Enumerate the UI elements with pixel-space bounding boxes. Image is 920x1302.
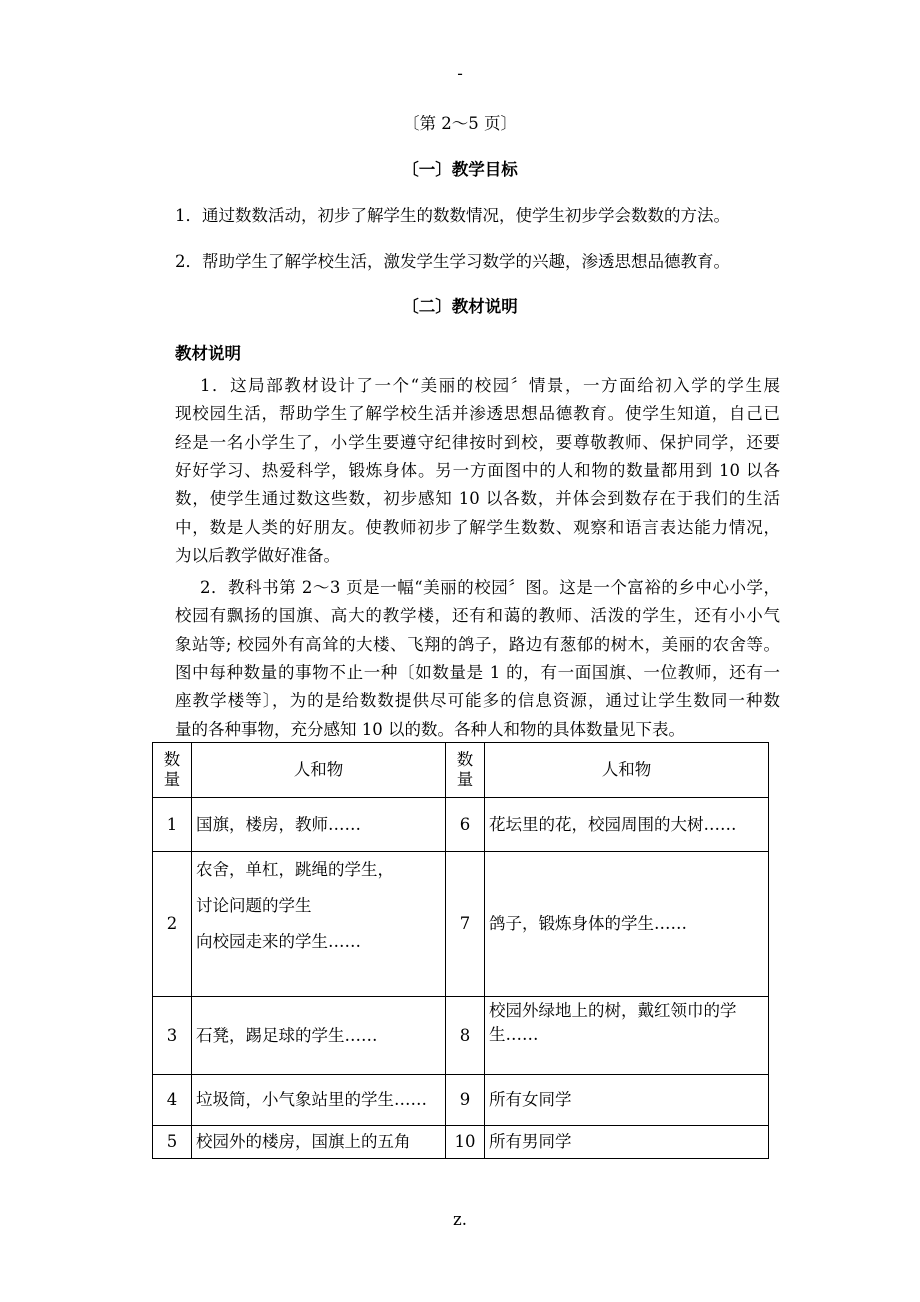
qty-cell: 9 [446, 1075, 485, 1126]
qty-cell: 3 [153, 997, 192, 1075]
cell-line: 校园外的楼房，国旗上的五角 [196, 1132, 411, 1151]
paragraph-line: 中，数是人类的好朋友。使教师初步了解学生数数、观察和语言表达能力情况， [175, 517, 780, 537]
qty-cell: 7 [446, 852, 485, 997]
section2-subtitle: 教材说明 [175, 344, 241, 363]
header-qty-text: 数量 [163, 750, 181, 789]
items-cell [192, 798, 446, 852]
header-qty [153, 743, 192, 798]
items-cell [485, 997, 769, 1075]
qty-cell: 5 [153, 1126, 192, 1159]
cell-line: 农舍，单杠，跳绳的学生， [196, 860, 394, 879]
cell-line: 校园外绿地上的树，戴红领巾的学 [489, 1001, 737, 1020]
paragraph-line: 好好学习、热爱科学，锻炼身体。另一方面图中的人和物的数量都用到 10 以各 [175, 460, 780, 480]
paragraph-line: 量的各种事物，充分感知 10 以的数。各种人和物的具体数量见下表。 [175, 719, 685, 739]
quantity-table [152, 742, 769, 1159]
paragraph-line: 象站等; 校园外有高耸的大楼、飞翔的鸽子，路边有葱郁的树木，美丽的农舍等。 [175, 634, 780, 654]
cell-line: 石凳，踢足球的学生…… [196, 1025, 378, 1045]
paragraph-line: 校园有飘扬的国旗、高大的教学楼，还有和蔼的教师、活泼的学生，还有小小气 [175, 606, 780, 626]
footer-mark: z. [453, 1210, 467, 1229]
paragraph-line: 数，使学生通过数这些数，初步感知 10 以各数，并体会到数存在于我们的生活 [175, 489, 780, 509]
cell-line: 国旗，楼房，教师…… [196, 814, 361, 834]
header-qty [446, 743, 485, 798]
section1-title: 〔一〕教学目标 [402, 160, 518, 179]
table-row [153, 798, 769, 852]
cell-line: 向校园走来的学生…… [196, 932, 361, 951]
table-row [153, 997, 769, 1075]
header-mark: - [457, 64, 463, 83]
qty-cell: 2 [153, 852, 192, 997]
page-range: 〔第 2～5 页〕 [403, 114, 517, 133]
header-qty-text: 数量 [456, 750, 474, 789]
qty-cell: 1 [153, 798, 192, 852]
items-cell [485, 1075, 769, 1126]
cell-line: 花坛里的花，校园周围的大树…… [489, 814, 737, 834]
items-cell [192, 997, 446, 1075]
paragraph-line: 现校园生活，帮助学生了解学校生活并渗透思想品德教育。使学生知道，自己已 [175, 404, 780, 424]
items-cell [485, 1126, 769, 1159]
cell-line: 所有男同学 [489, 1132, 572, 1151]
header-items: 人和物 [485, 743, 769, 798]
items-cell [485, 852, 769, 997]
items-cell [485, 798, 769, 852]
items-cell [192, 852, 446, 997]
paragraph-line: 图中每种数量的事物不止一种〔如数量是 1 的，有一面国旗、一位教师，还有一 [175, 662, 780, 682]
goal-item: 1．通过数数活动，初步了解学生的数数情况，使学生初步学会数数的方法。 [175, 206, 730, 225]
cell-line: 生…… [489, 1025, 539, 1044]
items-cell [192, 1075, 446, 1126]
cell-line: 讨论问题的学生 [196, 896, 312, 915]
paragraph-line: 经是一名小学生了，小学生要遵守纪律按时到校，要尊敬教师、保护同学，还要 [175, 432, 780, 452]
table-row [153, 852, 769, 997]
table-row [153, 1126, 769, 1159]
table-row [153, 1075, 769, 1126]
cell-line: 鸽子，锻炼身体的学生…… [489, 914, 687, 933]
paragraph-line: 为以后教学做好准备。 [175, 545, 340, 565]
items-cell [192, 1126, 446, 1159]
paragraph-line: 座教学楼等〕，为的是给数数提供尽可能多的信息资源，通过让学生数同一种数 [175, 691, 780, 711]
qty-cell: 4 [153, 1075, 192, 1126]
table-header-row [153, 743, 769, 798]
qty-cell: 8 [446, 997, 485, 1075]
goal-item: 2．帮助学生了解学校生活，激发学生学习数学的兴趣，渗透思想品德教育。 [175, 252, 730, 271]
section2-title: 〔二〕教材说明 [402, 297, 518, 316]
qty-cell: 6 [446, 798, 485, 852]
qty-cell: 10 [446, 1126, 485, 1159]
cell-line: 垃圾筒，小气象站里的学生…… [196, 1090, 427, 1109]
header-items: 人和物 [192, 743, 446, 798]
paragraph-line: 2．教科书第 2～3 页是一幅“美丽的校园〞图。这是一个富裕的乡中心小学， [200, 578, 780, 597]
paragraph-line: 1．这局部教材设计了一个“美丽的校园〞情景，一方面给初入学的学生展 [200, 376, 780, 395]
cell-line: 所有女同学 [489, 1090, 572, 1109]
